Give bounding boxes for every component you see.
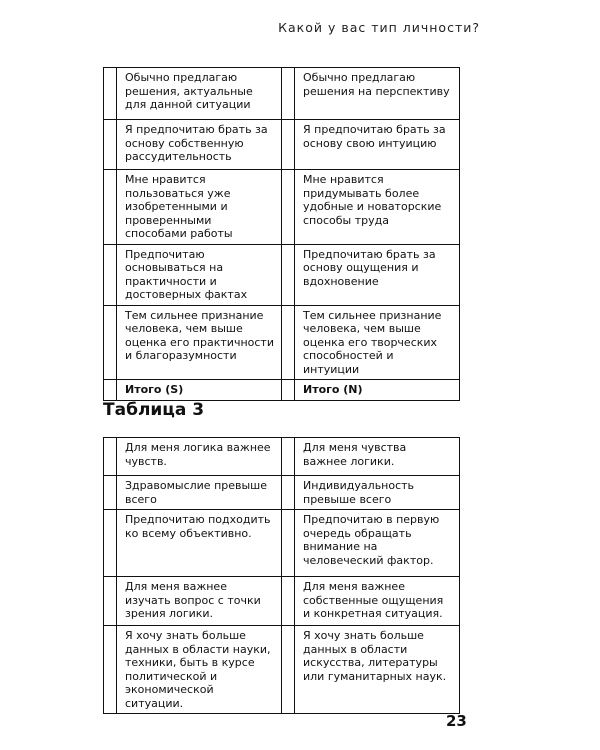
checkbox-cell[interactable] [104, 305, 117, 380]
checkbox-cell[interactable] [282, 305, 295, 380]
running-title: Какой у вас тип личности? [278, 20, 480, 35]
checkbox-cell[interactable] [282, 510, 295, 577]
table-row [104, 68, 460, 120]
statement-right: Я предпочитаю брать за основу свою интуицию [295, 120, 460, 170]
checkbox-cell[interactable] [104, 476, 117, 510]
checkbox-cell[interactable] [104, 120, 117, 170]
total-label-n: Итого (N) [295, 380, 460, 401]
statement-right: Тем сильнее признание человека, чем выше оценка его творческих способностей и интуиции [295, 305, 460, 380]
checkbox-cell[interactable] [104, 68, 117, 120]
statement-right: Индивидуальность превыше всего [295, 476, 460, 510]
statement-right: Предпочитаю брать за основу ощущения и вдохновение [295, 244, 460, 305]
statement-left: Тем сильнее признание человека, чем выше оценка его практичности и благоразумности [117, 305, 282, 380]
statement-left: Для меня логика важнее чувств. [117, 438, 282, 476]
statement-right: Обычно предлагаю решения на перспективу [295, 68, 460, 120]
statement-right: Предпочитаю в первую очередь обращать внимание на человеческий фактор. [295, 510, 460, 577]
statement-left: Я хочу знать больше данных в области науки, техники, быть в курсе политической и экономической ситуации. [117, 626, 282, 714]
table-sensing-intuition [103, 67, 460, 401]
page-number: 23 [446, 712, 467, 730]
statement-left: Я предпочитаю брать за основу собственную рассудительность [117, 120, 282, 170]
checkbox-cell[interactable] [282, 170, 295, 245]
statement-right: Для меня чувства важнее логики. [295, 438, 460, 476]
checkbox-cell[interactable] [104, 170, 117, 245]
checkbox-cell[interactable] [282, 476, 295, 510]
checkbox-cell[interactable] [282, 120, 295, 170]
table-row [104, 626, 460, 714]
table-row [104, 244, 460, 305]
section-title: Таблица 3 [103, 400, 205, 420]
checkbox-cell[interactable] [282, 626, 295, 714]
total-label-s: Итого (S) [117, 380, 282, 401]
statement-right: Я хочу знать больше данных в области искусства, литературы или гуманитарных наук. [295, 626, 460, 714]
total-count-cell[interactable] [104, 380, 117, 401]
table-thinking-feeling [103, 437, 460, 714]
checkbox-cell[interactable] [104, 244, 117, 305]
checkbox-cell[interactable] [282, 68, 295, 120]
statement-left: Здравомыслие превыше всего [117, 476, 282, 510]
table-row [104, 577, 460, 626]
table-row [104, 438, 460, 476]
table-row [104, 510, 460, 577]
checkbox-cell[interactable] [104, 626, 117, 714]
statement-left: Предпочитаю подходить ко всему объективно. [117, 510, 282, 577]
table-row [104, 476, 460, 510]
checkbox-cell[interactable] [104, 577, 117, 626]
total-row [104, 380, 460, 401]
statement-right: Для меня важнее собственные ощущения и конкретная ситуация. [295, 577, 460, 626]
checkbox-cell[interactable] [282, 438, 295, 476]
table-row [104, 170, 460, 245]
checkbox-cell[interactable] [104, 510, 117, 577]
statement-left: Предпочитаю основываться на практичности и достоверных фактах [117, 244, 282, 305]
statement-left: Мне нравится пользоваться уже изобретенными и проверенными способами работы [117, 170, 282, 245]
table-row [104, 120, 460, 170]
total-count-cell[interactable] [282, 380, 295, 401]
statement-left: Для меня важнее изучать вопрос с точки зрения логики. [117, 577, 282, 626]
statement-left: Обычно предлагаю решения, актуальные для данной ситуации [117, 68, 282, 120]
checkbox-cell[interactable] [282, 244, 295, 305]
table-row [104, 305, 460, 380]
checkbox-cell[interactable] [104, 438, 117, 476]
statement-right: Мне нравится придумывать более удобные и новаторские способы труда [295, 170, 460, 245]
checkbox-cell[interactable] [282, 577, 295, 626]
